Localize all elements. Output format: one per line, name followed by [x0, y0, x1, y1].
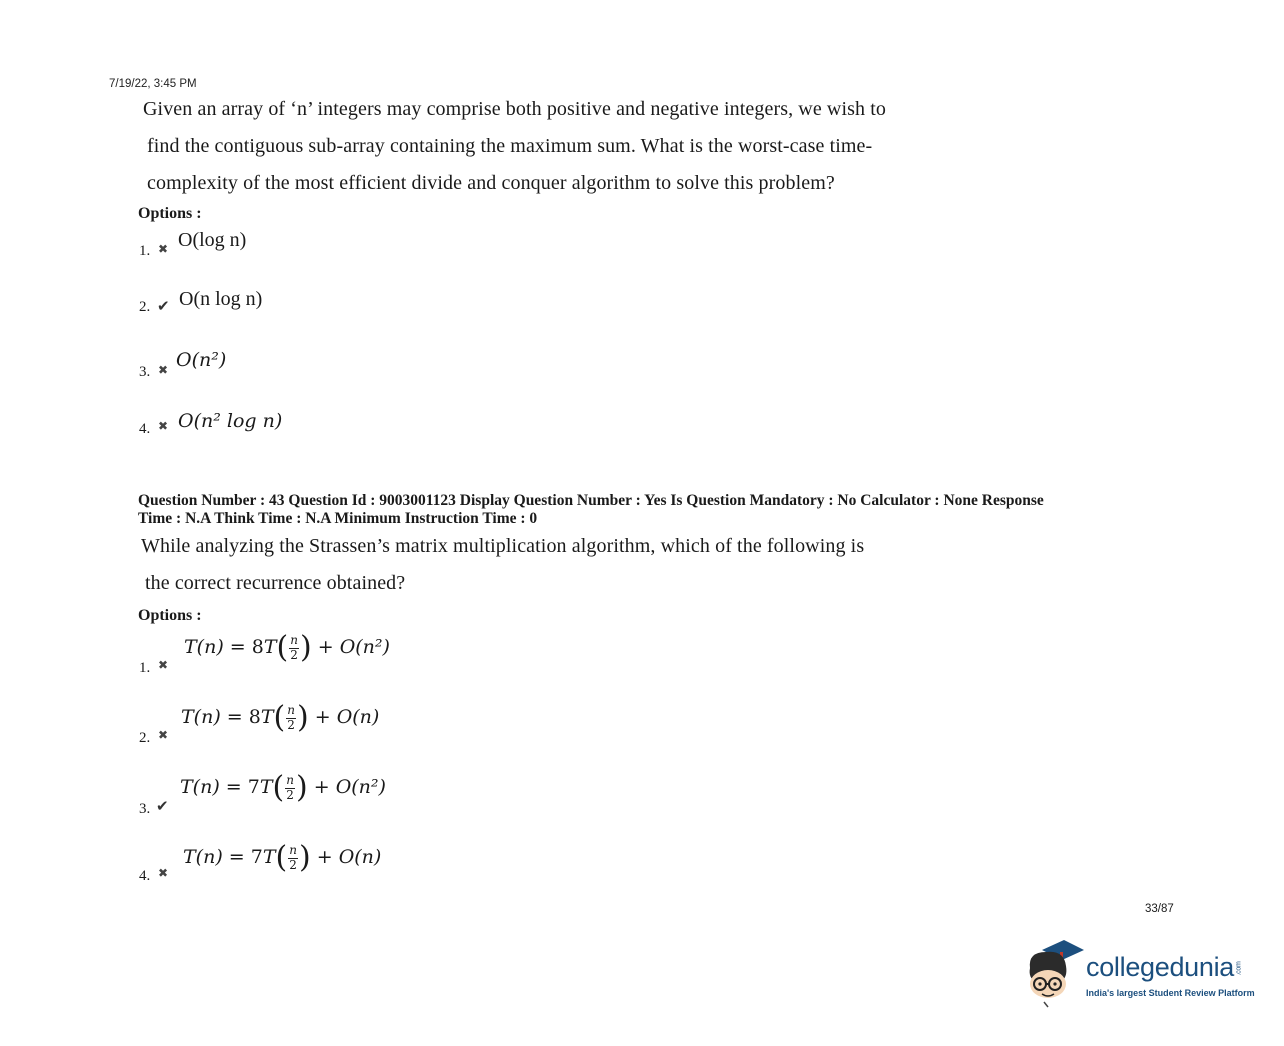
q1-option-4-math: O(n² log n) [178, 410, 283, 432]
q2-option-3-tail: O(n²) [335, 776, 386, 798]
collegedunia-tagline: India's largest Student Review Platform [1086, 988, 1255, 998]
cross-icon: ✖ [158, 728, 169, 742]
student-mascot-icon [1024, 938, 1086, 1008]
q2-option-4-tail: O(n) [338, 846, 382, 868]
q1-text-line-3: complexity of the most efficient divide and conquer algorithm to solve this problem? [147, 172, 835, 194]
cross-icon: ✖ [158, 242, 169, 256]
q1-option-4-number: 4. [139, 421, 151, 437]
q1-text-line-2: find the contiguous sub-array containing the maximum sum. What is the worst-case time- [147, 135, 873, 157]
cross-icon: ✖ [158, 658, 169, 672]
q2-meta [138, 492, 1138, 528]
q2-option-1-tail: O(n²) [339, 636, 390, 658]
q2-option-2-lhs: T(n) = [181, 706, 249, 728]
q1-option-1-number: 1. [139, 243, 151, 259]
q2-option-1-math: T(n) = 8T ( $\frac{n}{2}$ ) + O(n²) [184, 630, 390, 665]
check-icon: ✔ [157, 297, 170, 315]
check-icon: ✔ [156, 797, 169, 815]
q2-option-4-lhs: T(n) = [183, 846, 251, 868]
q2-option-3-lhs: T(n) = [180, 776, 248, 798]
q2-option-2-math: T(n) = 8T ( $\frac{n}{2}$ ) + O(n) [181, 700, 380, 735]
q2-option-4-coef: 7 [250, 846, 263, 868]
cross-icon: ✖ [158, 363, 169, 377]
q2-option-2-tail: O(n) [336, 706, 380, 728]
q2-meta-line-2: Time : N.A Think Time : N.A Minimum Instruction Time : 0 [138, 510, 538, 527]
q2-text-line-2: the correct recurrence obtained? [145, 572, 406, 594]
collegedunia-logo-text: collegedunia.com [1086, 952, 1243, 982]
q2-option-4-number: 4. [139, 868, 151, 884]
q2-meta-line-1: Question Number : 43 Question Id : 9003001123 Display Question Number : Yes Is Question Mandatory : No Calculator : None Response [138, 492, 1044, 509]
cross-icon: ✖ [158, 866, 169, 880]
print-datetime: 7/19/22, 3:45 PM [109, 78, 197, 90]
q2-text-line-1: While analyzing the Strassen’s matrix multiplication algorithm, which of the following is [141, 535, 865, 557]
cross-icon: ✖ [158, 419, 169, 433]
q2-options-label: Options : [138, 607, 202, 624]
q1-option-3-number: 3. [139, 364, 151, 380]
q2-option-2-coef: 8 [248, 706, 261, 728]
q2-option-3-coef: 7 [247, 776, 260, 798]
q2-option-2-number: 2. [139, 730, 151, 746]
q1-text-line-1: Given an array of ‘n’ integers may comprise both positive and negative integers, we wish to [143, 98, 886, 120]
q2-option-3-math: T(n) = 7T ( $\frac{n}{2}$ ) + O(n²) [180, 770, 386, 805]
q1-option-2-number: 2. [139, 299, 151, 315]
q1-option-2-text: O(n log n) [179, 288, 263, 310]
q1-options-label: Options : [138, 205, 202, 222]
q2-option-1-coef: 8 [251, 636, 264, 658]
q2-option-1-number: 1. [139, 660, 151, 676]
page-number: 33/87 [1145, 903, 1174, 915]
q1-option-1-text: O(log n) [178, 229, 247, 251]
q1-option-3-math: O(n²) [176, 349, 227, 371]
q2-option-4-math: T(n) = 7T ( $\frac{n}{2}$ ) + O(n) [183, 840, 382, 875]
q2-option-3-number: 3. [139, 801, 151, 817]
q2-option-1-lhs: T(n) = [184, 636, 252, 658]
